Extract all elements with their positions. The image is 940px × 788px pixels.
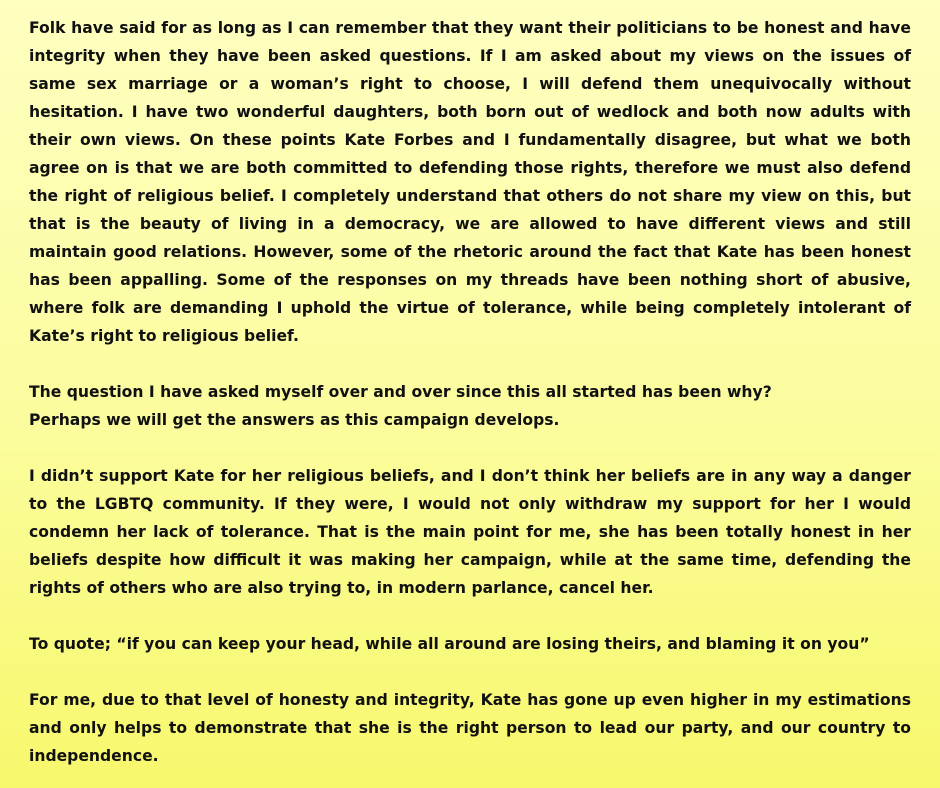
paragraph-integrity: Folk have said for as long as I can remember that they want their politicians to be honest and have integrity when they have been asked questions. If I am asked about my views on the issues of same sex marriage or a woman’s right to choose, I will defend them unequivocally without hesitation. I have two wonderful daughters, both born out of wedlock and both now adults with their own views. On these points Kate Forbes and I fundamentally disagree, but what we both agree on is that we are both committed to defending those rights, therefore we must also defend the right of religious belief. I completely understand that others do not share my view on this, but that is the beauty of living in a democracy, we are allowed to have different views and still maintain good relations. However, some of the rhetoric around the fact that Kate has been honest has been appalling. Some of the responses on my threads have been nothing short of abusive, where folk are demanding I uphold the virtue of tolerance, while being completely intolerant of Kate’s right to religious belief. [29, 19, 911, 345]
paragraph-quote: To quote; “if you can keep your head, while all around are losing theirs, and blaming it on you” [29, 635, 870, 653]
paragraph-conclusion: For me, due to that level of honesty and integrity, Kate has gone up even higher in my estimations and only helps to demonstrate that she is the right person to lead our party, and our country to independence. [29, 691, 911, 765]
paragraph-spacer [29, 434, 911, 462]
paragraph-question-line-2: Perhaps we will get the answers as this campaign develops. [29, 411, 560, 429]
paragraph-question-line-1: The question I have asked myself over and over since this all started has been why? [29, 383, 772, 401]
paragraph-support: I didn’t support Kate for her religious beliefs, and I don’t think her beliefs are in any way a danger to the LGBTQ community. If they were, I would not only withdraw my support for her I would condemn her lack of tolerance. That is the main point for me, she has been totally honest in her beliefs despite how difficult it was making her campaign, while at the same time, defending the rights of others who are also trying to, in modern parlance, cancel her. [29, 467, 911, 597]
